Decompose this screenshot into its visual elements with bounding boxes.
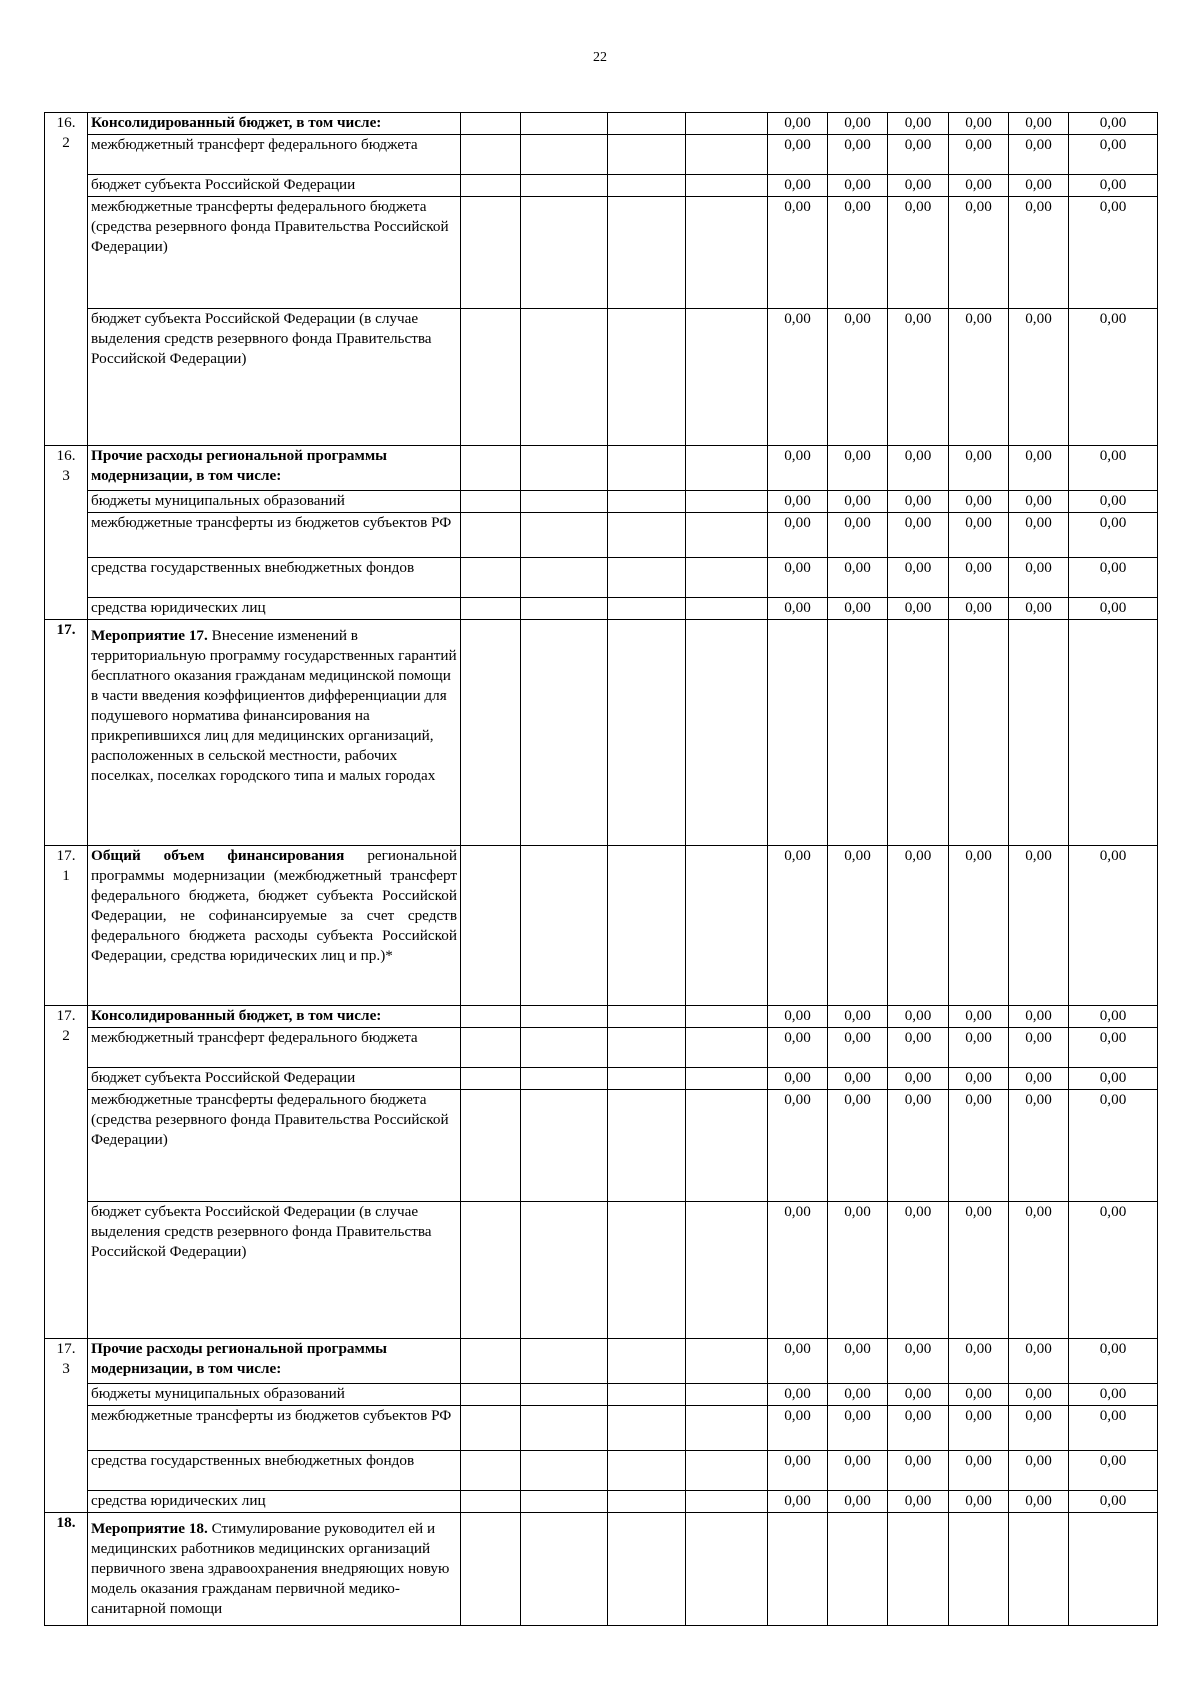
empty-cell	[461, 1384, 521, 1406]
row-label: средства государственных внебюджетных фондов	[88, 558, 461, 598]
value-cell: 0,00	[828, 1006, 888, 1028]
empty-cell	[461, 135, 521, 175]
value-cell: 0,00	[1069, 1339, 1158, 1384]
empty-cell	[686, 1384, 768, 1406]
value-cell: 0,00	[1069, 598, 1158, 620]
empty-cell	[1069, 620, 1158, 846]
value-cell: 0,00	[1009, 1339, 1069, 1384]
empty-cell	[521, 558, 608, 598]
empty-cell	[608, 1028, 686, 1068]
value-cell: 0,00	[828, 1384, 888, 1406]
value-cell: 0,00	[768, 309, 828, 446]
table-row	[45, 197, 1158, 309]
value-cell: 0,00	[949, 175, 1009, 197]
value-cell: 0,00	[888, 135, 949, 175]
row-number: 18.	[45, 1513, 88, 1626]
empty-cell	[608, 1202, 686, 1339]
value-cell: 0,00	[1009, 1090, 1069, 1202]
empty-cell	[461, 309, 521, 446]
value-cell: 0,00	[828, 1339, 888, 1384]
value-cell: 0,00	[888, 846, 949, 1006]
value-cell: 0,00	[1069, 1090, 1158, 1202]
empty-cell	[1009, 1513, 1069, 1626]
total-row	[45, 846, 1158, 1006]
value-cell: 0,00	[768, 491, 828, 513]
empty-cell	[461, 1513, 521, 1626]
value-cell: 0,00	[828, 135, 888, 175]
value-cell: 0,00	[1069, 1491, 1158, 1513]
empty-cell	[461, 513, 521, 558]
value-cell: 0,00	[828, 1406, 888, 1451]
empty-cell	[608, 1068, 686, 1090]
value-cell: 0,00	[828, 1202, 888, 1339]
empty-cell	[608, 135, 686, 175]
empty-cell	[461, 1090, 521, 1202]
table-row	[45, 491, 1158, 513]
table-row	[45, 558, 1158, 598]
row-number: 17. 2	[45, 1006, 88, 1339]
empty-cell	[461, 446, 521, 491]
empty-cell	[521, 513, 608, 558]
event-title: Мероприятие 17.	[91, 627, 208, 644]
row-label: межбюджетные трансферты федерального бюджета (средства резервного фонда Правительства Российской Федерации)	[88, 1090, 461, 1202]
value-cell: 0,00	[1009, 309, 1069, 446]
value-cell: 0,00	[1069, 175, 1158, 197]
value-cell: 0,00	[888, 1339, 949, 1384]
empty-cell	[521, 309, 608, 446]
value-cell: 0,00	[768, 175, 828, 197]
row-label: бюджет субъекта Российской Федерации (в случае выделения средств резервного фонда Правительства Российской Федерации)	[88, 309, 461, 446]
empty-cell	[608, 513, 686, 558]
value-cell: 0,00	[768, 197, 828, 309]
value-cell: 0,00	[1009, 135, 1069, 175]
empty-cell	[686, 1028, 768, 1068]
value-cell: 0,00	[768, 446, 828, 491]
value-cell: 0,00	[888, 1384, 949, 1406]
value-cell: 0,00	[1069, 846, 1158, 1006]
value-cell: 0,00	[1009, 846, 1069, 1006]
table-row	[45, 446, 1158, 491]
value-cell: 0,00	[1069, 513, 1158, 558]
empty-cell	[461, 1491, 521, 1513]
value-cell: 0,00	[888, 446, 949, 491]
empty-cell	[521, 1406, 608, 1451]
empty-cell	[608, 558, 686, 598]
value-cell: 0,00	[828, 598, 888, 620]
event-row	[45, 1513, 1158, 1626]
value-cell: 0,00	[768, 1202, 828, 1339]
event-text: Внесение изменений в территориальную программу государственных гарантий бесплатного оказания гражданам медицинской помощи в части введения коэффициентов дифференциации для подушевого норматива финансирования на прикрепившихся лиц для медицинских организаций, расположенных в сельской местности, рабочих поселках, поселках городского типа и малых городах	[91, 627, 457, 784]
value-cell: 0,00	[1009, 1068, 1069, 1090]
value-cell: 0,00	[1069, 1028, 1158, 1068]
value-cell: 0,00	[949, 598, 1009, 620]
empty-cell	[686, 1090, 768, 1202]
value-cell: 0,00	[949, 491, 1009, 513]
empty-cell	[686, 113, 768, 135]
empty-cell	[686, 1406, 768, 1451]
table-row	[45, 1406, 1158, 1451]
value-cell: 0,00	[949, 197, 1009, 309]
empty-cell	[521, 1028, 608, 1068]
empty-cell	[608, 1006, 686, 1028]
row-label: Консолидированный бюджет, в том числе:	[88, 113, 461, 135]
empty-cell	[521, 620, 608, 846]
empty-cell	[828, 620, 888, 846]
value-cell: 0,00	[888, 491, 949, 513]
row-label: межбюджетные трансферты из бюджетов субъектов РФ	[88, 1406, 461, 1451]
empty-cell	[608, 309, 686, 446]
value-cell: 0,00	[828, 1090, 888, 1202]
empty-cell	[461, 846, 521, 1006]
empty-cell	[521, 175, 608, 197]
row-label: средства юридических лиц	[88, 598, 461, 620]
value-cell: 0,00	[768, 1090, 828, 1202]
value-cell: 0,00	[1069, 309, 1158, 446]
empty-cell	[949, 1513, 1009, 1626]
value-cell: 0,00	[1009, 598, 1069, 620]
value-cell: 0,00	[1009, 113, 1069, 135]
empty-cell	[461, 1028, 521, 1068]
value-cell: 0,00	[888, 1491, 949, 1513]
value-cell: 0,00	[1009, 1006, 1069, 1028]
value-cell: 0,00	[768, 113, 828, 135]
empty-cell	[521, 1202, 608, 1339]
empty-cell	[461, 113, 521, 135]
table-row	[45, 1339, 1158, 1384]
value-cell: 0,00	[888, 1406, 949, 1451]
row-number: 17.	[45, 620, 88, 846]
empty-cell	[521, 113, 608, 135]
value-cell: 0,00	[888, 513, 949, 558]
value-cell: 0,00	[828, 1028, 888, 1068]
empty-cell	[608, 113, 686, 135]
value-cell: 0,00	[828, 491, 888, 513]
row-label: межбюджетный трансферт федерального бюджета	[88, 135, 461, 175]
table-row	[45, 309, 1158, 446]
value-cell: 0,00	[949, 135, 1009, 175]
value-cell: 0,00	[949, 1202, 1009, 1339]
empty-cell	[461, 558, 521, 598]
table-row	[45, 1451, 1158, 1491]
value-cell: 0,00	[768, 558, 828, 598]
value-cell: 0,00	[888, 1090, 949, 1202]
value-cell: 0,00	[828, 513, 888, 558]
empty-cell	[461, 1451, 521, 1491]
value-cell: 0,00	[949, 1028, 1009, 1068]
event-title: Мероприятие 18.	[91, 1520, 208, 1537]
value-cell: 0,00	[888, 1202, 949, 1339]
value-cell: 0,00	[1069, 446, 1158, 491]
empty-cell	[608, 1491, 686, 1513]
empty-cell	[521, 1513, 608, 1626]
value-cell: 0,00	[828, 846, 888, 1006]
value-cell: 0,00	[949, 1339, 1009, 1384]
row-label: Консолидированный бюджет, в том числе:	[88, 1006, 461, 1028]
empty-cell	[686, 309, 768, 446]
table-row	[45, 175, 1158, 197]
empty-cell	[521, 1006, 608, 1028]
empty-cell	[608, 446, 686, 491]
table-row	[45, 1006, 1158, 1028]
table-row	[45, 1384, 1158, 1406]
value-cell: 0,00	[888, 598, 949, 620]
empty-cell	[686, 1451, 768, 1491]
empty-cell	[686, 1491, 768, 1513]
empty-cell	[608, 1090, 686, 1202]
empty-cell	[608, 620, 686, 846]
empty-cell	[686, 135, 768, 175]
empty-cell	[768, 1513, 828, 1626]
empty-cell	[608, 1406, 686, 1451]
empty-cell	[521, 1068, 608, 1090]
empty-cell	[686, 1339, 768, 1384]
empty-cell	[686, 620, 768, 846]
value-cell: 0,00	[1069, 1384, 1158, 1406]
empty-cell	[768, 620, 828, 846]
empty-cell	[686, 846, 768, 1006]
empty-cell	[608, 1339, 686, 1384]
empty-cell	[461, 491, 521, 513]
empty-cell	[686, 1006, 768, 1028]
table-row	[45, 1202, 1158, 1339]
empty-cell	[521, 1451, 608, 1491]
empty-cell	[608, 1384, 686, 1406]
row-label: бюджет субъекта Российской Федерации	[88, 175, 461, 197]
value-cell: 0,00	[828, 1068, 888, 1090]
row-label: средства юридических лиц	[88, 1491, 461, 1513]
empty-cell	[608, 1513, 686, 1626]
total-title: Общий объем финансирования	[91, 847, 345, 864]
page-number: 22	[593, 50, 607, 65]
row-label: бюджет субъекта Российской Федерации (в случае выделения средств резервного фонда Правительства Российской Федерации)	[88, 1202, 461, 1339]
empty-cell	[608, 846, 686, 1006]
empty-cell	[521, 1384, 608, 1406]
table-row	[45, 113, 1158, 135]
value-cell: 0,00	[1009, 1491, 1069, 1513]
value-cell: 0,00	[1069, 197, 1158, 309]
empty-cell	[608, 598, 686, 620]
empty-cell	[608, 197, 686, 309]
value-cell: 0,00	[949, 558, 1009, 598]
value-cell: 0,00	[768, 1491, 828, 1513]
empty-cell	[828, 1513, 888, 1626]
value-cell: 0,00	[1069, 135, 1158, 175]
value-cell: 0,00	[768, 1006, 828, 1028]
event-description	[88, 1513, 461, 1626]
empty-cell	[521, 846, 608, 1006]
value-cell: 0,00	[768, 135, 828, 175]
value-cell: 0,00	[1069, 1451, 1158, 1491]
value-cell: 0,00	[1069, 1406, 1158, 1451]
empty-cell	[1009, 620, 1069, 846]
value-cell: 0,00	[1069, 1068, 1158, 1090]
empty-cell	[686, 491, 768, 513]
row-label: бюджеты муниципальных образований	[88, 1384, 461, 1406]
value-cell: 0,00	[888, 1068, 949, 1090]
row-label: межбюджетный трансферт федерального бюджета	[88, 1028, 461, 1068]
value-cell: 0,00	[1069, 558, 1158, 598]
empty-cell	[686, 175, 768, 197]
event-text: Стимулирование руководител ей и медицинских работников медицинских организаций первичного звена здравоохранения внедряющих новую модель оказания гражданам первичной медико-санитарной помощи	[91, 1520, 450, 1617]
row-number: 16. 2	[45, 113, 88, 446]
value-cell: 0,00	[888, 113, 949, 135]
empty-cell	[461, 620, 521, 846]
total-text: региональной программы модернизации (межбюджетный трансферт федерального бюджета, бюджет субъекта Российской Федерации, не софинансируемые за счет средств федерального бюджета расходы субъекта Российской Федерации, средства юридических лиц и пр.)*	[91, 847, 457, 964]
row-number: 16. 3	[45, 446, 88, 620]
empty-cell	[686, 446, 768, 491]
table-row	[45, 513, 1158, 558]
value-cell: 0,00	[888, 1006, 949, 1028]
row-label: межбюджетные трансферты федерального бюджета (средства резервного фонда Правительства Российской Федерации)	[88, 197, 461, 309]
empty-cell	[521, 491, 608, 513]
value-cell: 0,00	[828, 558, 888, 598]
value-cell: 0,00	[888, 558, 949, 598]
empty-cell	[461, 1006, 521, 1028]
value-cell: 0,00	[1009, 197, 1069, 309]
value-cell: 0,00	[888, 1451, 949, 1491]
value-cell: 0,00	[949, 1491, 1009, 1513]
empty-cell	[521, 598, 608, 620]
value-cell: 0,00	[1069, 1202, 1158, 1339]
value-cell: 0,00	[1009, 558, 1069, 598]
value-cell: 0,00	[1009, 1451, 1069, 1491]
empty-cell	[461, 197, 521, 309]
row-label: межбюджетные трансферты из бюджетов субъектов РФ	[88, 513, 461, 558]
row-label: средства государственных внебюджетных фондов	[88, 1451, 461, 1491]
value-cell: 0,00	[768, 598, 828, 620]
empty-cell	[686, 558, 768, 598]
value-cell: 0,00	[1009, 1028, 1069, 1068]
row-label: бюджет субъекта Российской Федерации	[88, 1068, 461, 1090]
row-number: 17. 1	[45, 846, 88, 1006]
empty-cell	[461, 598, 521, 620]
value-cell: 0,00	[888, 197, 949, 309]
value-cell: 0,00	[768, 1384, 828, 1406]
event-row	[45, 620, 1158, 846]
value-cell: 0,00	[828, 1451, 888, 1491]
value-cell: 0,00	[888, 175, 949, 197]
empty-cell	[608, 491, 686, 513]
value-cell: 0,00	[1069, 1006, 1158, 1028]
table-row	[45, 598, 1158, 620]
empty-cell	[461, 1406, 521, 1451]
value-cell: 0,00	[949, 1384, 1009, 1406]
value-cell: 0,00	[1009, 491, 1069, 513]
value-cell: 0,00	[888, 1028, 949, 1068]
empty-cell	[686, 1513, 768, 1626]
empty-cell	[686, 197, 768, 309]
value-cell: 0,00	[768, 1406, 828, 1451]
value-cell: 0,00	[828, 197, 888, 309]
value-cell: 0,00	[949, 1090, 1009, 1202]
empty-cell	[521, 1339, 608, 1384]
empty-cell	[521, 1090, 608, 1202]
empty-cell	[461, 1068, 521, 1090]
value-cell: 0,00	[949, 513, 1009, 558]
value-cell: 0,00	[949, 446, 1009, 491]
empty-cell	[1069, 1513, 1158, 1626]
value-cell: 0,00	[828, 446, 888, 491]
empty-cell	[686, 598, 768, 620]
empty-cell	[686, 513, 768, 558]
value-cell: 0,00	[1069, 113, 1158, 135]
empty-cell	[949, 620, 1009, 846]
value-cell: 0,00	[1009, 1202, 1069, 1339]
table-row	[45, 1491, 1158, 1513]
value-cell: 0,00	[828, 309, 888, 446]
table-row	[45, 135, 1158, 175]
empty-cell	[521, 197, 608, 309]
empty-cell	[888, 1513, 949, 1626]
value-cell: 0,00	[949, 1451, 1009, 1491]
table-row	[45, 1068, 1158, 1090]
empty-cell	[521, 446, 608, 491]
row-number: 17. 3	[45, 1339, 88, 1513]
empty-cell	[686, 1202, 768, 1339]
budget-table	[44, 112, 1158, 1626]
empty-cell	[608, 1451, 686, 1491]
value-cell: 0,00	[1009, 175, 1069, 197]
value-cell: 0,00	[1009, 446, 1069, 491]
row-label: бюджеты муниципальных образований	[88, 491, 461, 513]
value-cell: 0,00	[768, 1068, 828, 1090]
table-row	[45, 1090, 1158, 1202]
value-cell: 0,00	[1009, 513, 1069, 558]
value-cell: 0,00	[828, 1491, 888, 1513]
value-cell: 0,00	[949, 309, 1009, 446]
empty-cell	[686, 1068, 768, 1090]
value-cell: 0,00	[949, 1068, 1009, 1090]
value-cell: 0,00	[828, 113, 888, 135]
value-cell: 0,00	[828, 175, 888, 197]
value-cell: 0,00	[949, 846, 1009, 1006]
row-label: Прочие расходы региональной программы модернизации, в том числе:	[88, 446, 461, 491]
empty-cell	[461, 1339, 521, 1384]
value-cell: 0,00	[768, 513, 828, 558]
empty-cell	[888, 620, 949, 846]
empty-cell	[461, 175, 521, 197]
value-cell: 0,00	[949, 1006, 1009, 1028]
value-cell: 0,00	[768, 1451, 828, 1491]
value-cell: 0,00	[768, 1339, 828, 1384]
row-label: Прочие расходы региональной программы модернизации, в том числе:	[88, 1339, 461, 1384]
total-description	[88, 846, 461, 1006]
empty-cell	[521, 1491, 608, 1513]
empty-cell	[521, 135, 608, 175]
value-cell: 0,00	[1069, 491, 1158, 513]
empty-cell	[608, 175, 686, 197]
event-description	[88, 620, 461, 846]
value-cell: 0,00	[768, 846, 828, 1006]
value-cell: 0,00	[888, 309, 949, 446]
value-cell: 0,00	[768, 1028, 828, 1068]
value-cell: 0,00	[1009, 1406, 1069, 1451]
value-cell: 0,00	[1009, 1384, 1069, 1406]
empty-cell	[461, 1202, 521, 1339]
value-cell: 0,00	[949, 1406, 1009, 1451]
value-cell: 0,00	[949, 113, 1009, 135]
table-row	[45, 1028, 1158, 1068]
